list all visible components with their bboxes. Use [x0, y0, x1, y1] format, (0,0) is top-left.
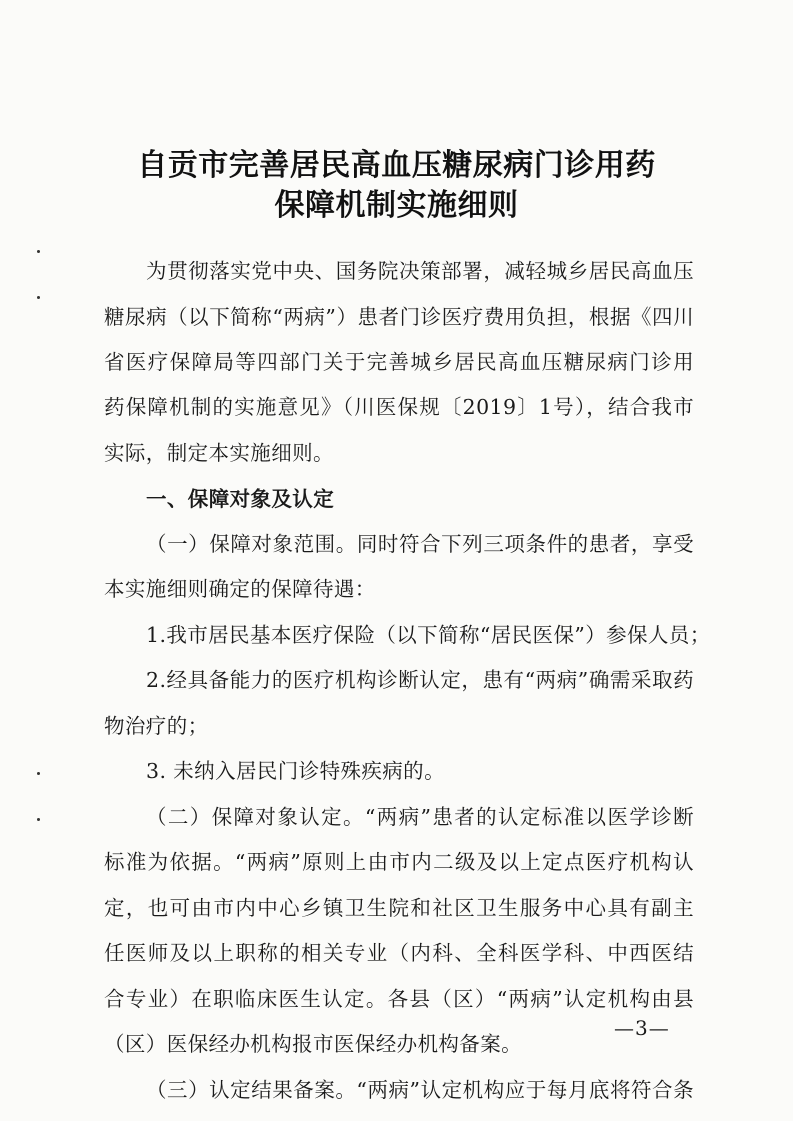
- body-line: 标准为依据。“两病”原则上由市内二级及以上定点医疗机构认: [104, 850, 694, 874]
- document-title-line-1: 自贡市完善居民高血压糖尿病门诊用药: [137, 148, 656, 183]
- section-heading: 一、保障对象及认定: [146, 487, 335, 511]
- body-line: 合专业）在职临床医生认定。各县（区）“两病”认定机构由县: [104, 987, 694, 1011]
- body-line: 为贯彻落实党中央、国务院决策部署，减轻城乡居民高血压: [146, 259, 694, 283]
- body-line: 1.我市居民基本医疗保险（以下简称“居民医保”）参保人员；: [146, 623, 711, 647]
- body-line: 2.经具备能力的医疗机构诊断认定，患有“两病”确需采取药: [146, 668, 694, 692]
- margin-mark: [37, 296, 40, 299]
- body-line: 糖尿病（以下简称“两病”）患者门诊医疗费用负担，根据《四川: [104, 305, 694, 329]
- body-line: 任医师及以上职称的相关专业（内科、全科医学科、中西医结: [104, 941, 694, 965]
- body-line: 实际，制定本实施细则。: [104, 441, 334, 465]
- body-line: （一）保障对象范围。同时符合下列三项条件的患者，享受: [146, 532, 694, 556]
- body-line: 定，也可由市内中心乡镇卫生院和社区卫生服务中心具有副主: [104, 896, 694, 920]
- body-line: 省医疗保障局等四部门关于完善城乡居民高血压糖尿病门诊用: [104, 350, 694, 374]
- body-line: 物治疗的；: [104, 714, 209, 738]
- body-line: （区）医保经办机构报市医保经办机构备案。: [104, 1032, 522, 1056]
- body-line: 本实施细则确定的保障待遇：: [104, 577, 376, 601]
- page-number: —3—: [614, 1016, 670, 1040]
- margin-mark: [37, 818, 40, 821]
- body-line: 药保障机制的实施意见》（川医保规〔2019〕1号），结合我市: [104, 395, 694, 419]
- body-line: （三）认定结果备案。“两病”认定机构应于每月底将符合条: [146, 1078, 694, 1102]
- margin-mark: [37, 250, 40, 253]
- body-line: 3. 未纳入居民门诊特殊疾病的。: [146, 759, 445, 783]
- document-title-line-2: 保障机制实施细则: [274, 188, 519, 223]
- margin-mark: [37, 772, 40, 775]
- body-line: （二）保障对象认定。“两病”患者的认定标准以医学诊断: [146, 805, 694, 829]
